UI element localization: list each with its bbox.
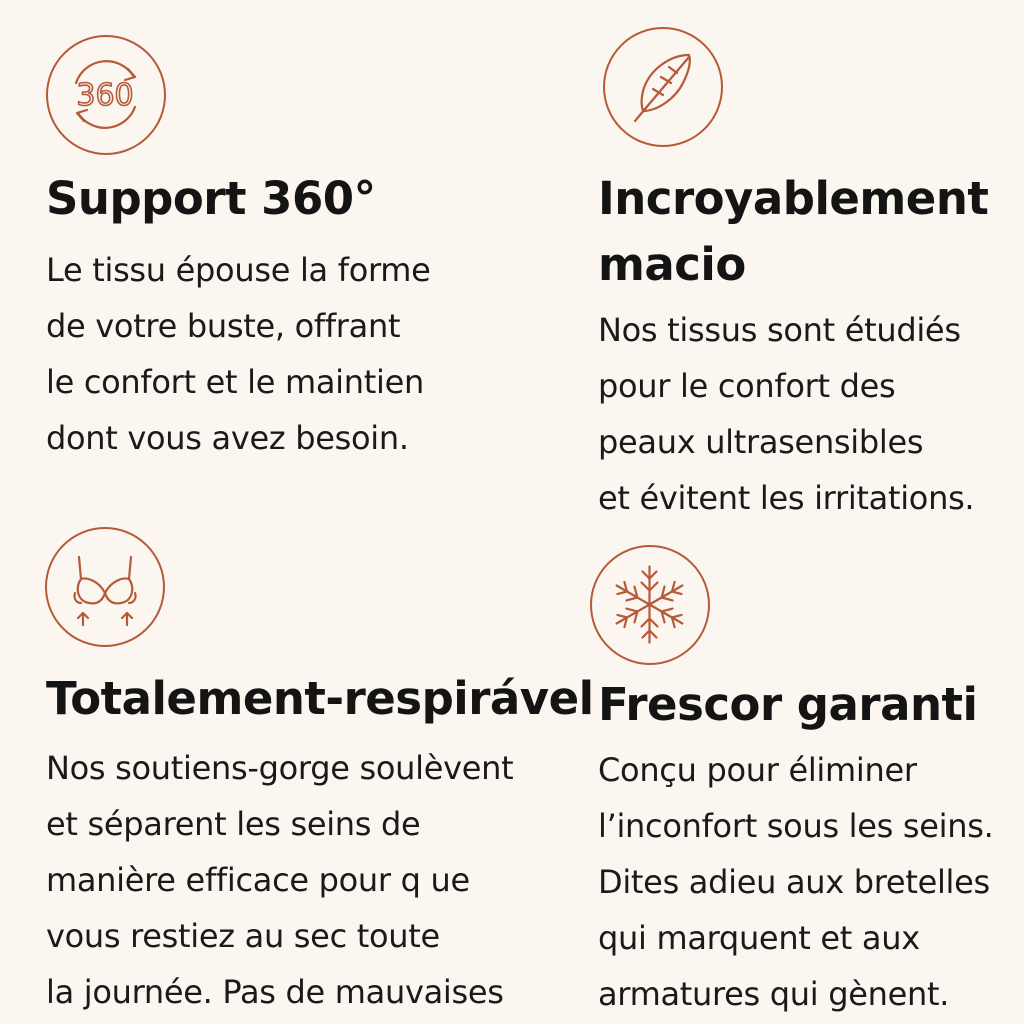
feature-description-line: Nos soutiens-gorge soulèvent [46, 749, 514, 787]
feature-description-line: la journée. Pas de mauvaises [46, 973, 504, 1011]
feature-title: Support 360° [46, 172, 376, 225]
feature-description-line: l’inconfort sous les seins. [598, 807, 994, 845]
feature-description-line: dont vous avez besoin. [46, 419, 409, 457]
snowflake-icon [590, 545, 710, 665]
feature-description-line: peaux ultrasensibles [598, 423, 924, 461]
feather-icon [603, 27, 723, 147]
360-icon [46, 35, 166, 155]
feature-description-line: pour le confort des [598, 367, 896, 405]
feature-description-line: qui marquent et aux [598, 919, 920, 957]
feature-description-line: vous restiez au sec toute [46, 917, 440, 955]
feature-description-line: et séparent les seins de [46, 805, 421, 843]
feature-title: Frescor garanti [598, 678, 978, 731]
feature-description [598, 742, 993, 1022]
360-icon-label: 360 [76, 78, 134, 113]
feature-title-line: macio [598, 238, 746, 291]
feature-description [46, 740, 513, 1020]
feature-title: Totalement-respirável [46, 672, 594, 725]
feature-description-line: Dites adieu aux bretelles [598, 863, 990, 901]
bra-lift-icon [45, 527, 165, 647]
feature-description-line: de votre buste, offrant [46, 307, 401, 345]
feature-description [46, 242, 431, 466]
feature-description-line: manière efficace pour q ue [46, 861, 470, 899]
feature-description-line: Nos tissus sont étudiés [598, 311, 961, 349]
feature-title-line: Incroyablement [598, 172, 989, 225]
feature-description-line: le confort et le maintien [46, 363, 424, 401]
feature-description-line: armatures qui gènent. [598, 975, 950, 1013]
feature-description-line: et évitent les irritations. [598, 479, 975, 517]
feature-description-line: Conçu pour éliminer [598, 751, 917, 789]
feature-description-line: Le tissu épouse la forme [46, 251, 431, 289]
feature-description [598, 302, 974, 526]
